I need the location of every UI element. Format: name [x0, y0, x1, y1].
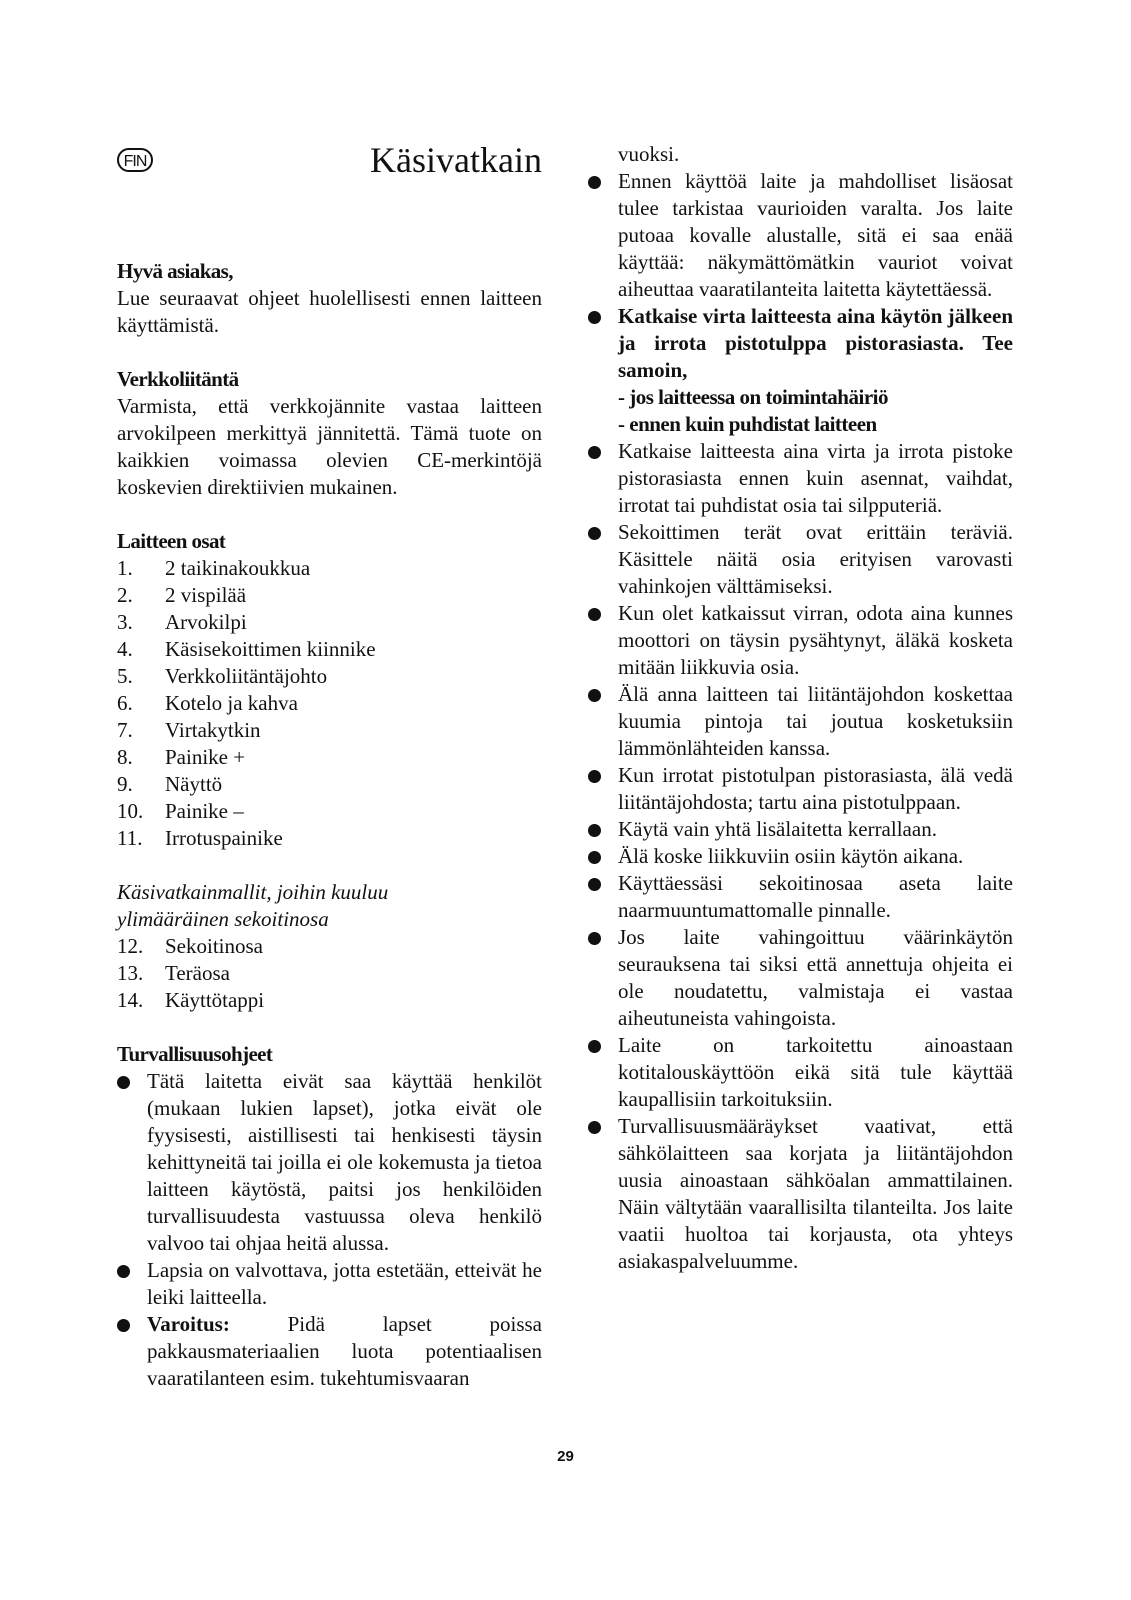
page-title: Käsivatkain: [370, 140, 542, 180]
bullet-icon: [588, 770, 601, 783]
item-label: Käyttötappi: [165, 988, 265, 1012]
bullet-icon: [588, 824, 601, 837]
bullet-icon: [588, 311, 601, 324]
subhead-line: ylimääräinen sekoitinosa: [117, 907, 329, 931]
item-label: Arvokilpi: [165, 610, 247, 634]
list-item: [588, 816, 1013, 843]
item-number: 8.: [117, 745, 133, 769]
item-label: Käsisekoittimen kiinnike: [165, 637, 376, 661]
list-item: [588, 1032, 1013, 1113]
item-number: 2.: [117, 583, 133, 607]
item-label: Näyttö: [165, 772, 223, 796]
item-number: 4.: [117, 637, 133, 661]
safety-section-title: Turvallisuusohjeet: [117, 1042, 273, 1066]
list-item: [117, 933, 542, 960]
right-column: [588, 141, 1013, 1275]
item-text: Älä koske liikkuviin osiin käytön aikana.: [618, 844, 964, 868]
item-label: Teräosa: [165, 961, 230, 985]
list-item: [588, 870, 1013, 924]
item-text: Lapsia on valvottava, jotta estetään, etteivät he leiki laitteella.: [147, 1258, 542, 1309]
item-text: Käyttäessäsi sekoitinosaa aseta laite naarmuuntumattomalle pinnalle.: [618, 871, 1013, 922]
safety-list-right-continued: [588, 438, 1013, 1275]
list-item: [117, 987, 542, 1014]
parts-section-title: Laitteen osat: [117, 529, 226, 553]
list-item: [117, 609, 542, 636]
list-item: [588, 924, 1013, 1032]
power-section-title: Verkkoliitäntä: [117, 367, 239, 391]
bullet-icon: [117, 1076, 130, 1089]
item-label: Painike +: [165, 745, 246, 769]
list-item: [588, 168, 1013, 303]
item-number: 9.: [117, 772, 133, 796]
bullet-icon: [117, 1265, 130, 1278]
bullet-icon: [588, 1040, 601, 1053]
item-text: Kun irrotat pistotulpan pistorasiasta, älä vedä liitäntäjohdosta; tartu aina pistotulppaan.: [618, 763, 1013, 814]
item-number: 7.: [117, 718, 133, 742]
bullet-icon: [588, 1121, 601, 1134]
page-number: 29: [557, 1448, 574, 1465]
item-number: 13.: [117, 961, 144, 985]
item-text: Käytä vain yhtä lisälaitetta kerrallaan.: [618, 817, 937, 841]
item-number: 3.: [117, 610, 133, 634]
list-item: [588, 303, 1013, 384]
item-text: Kun olet katkaissut virran, odota aina kunnes moottori on täysin pysähtynyt, äläkä kosketa mitään liikkuvia osia.: [618, 601, 1013, 679]
item-label: Irrotuspainike: [165, 826, 283, 850]
parts-list: [117, 555, 542, 852]
dash-item: - ennen kuin puhdistat laitteen: [618, 412, 877, 436]
bullet-icon: [588, 932, 601, 945]
item-text: Jos laite vahingoittuu väärinkäytön seurauksena tai siksi että annettuja ohjeita ei ole noudatettu, valmistaja ei vastaa aiheutuneista vahingoista.: [618, 925, 1013, 1030]
greeting-title: Hyvä asiakas,: [117, 259, 233, 283]
list-item: [117, 717, 542, 744]
item-label: 2 vispilää: [165, 583, 247, 607]
item-number: 12.: [117, 934, 144, 958]
warning-label: Varoitus:: [147, 1312, 230, 1336]
list-item: [117, 663, 542, 690]
list-item: [588, 519, 1013, 600]
list-item: [117, 555, 542, 582]
item-text: Ennen käyttöä laite ja mahdolliset lisäosat tulee tarkistaa vaurioiden varalta. Jos laite putoaa kovalle alustalle, sitä ei saa enää käyttää: näkymättömätkin vauriot voivat aiheuttaa vaaratilanteita laitetta käytettäessä.: [618, 169, 1013, 301]
item-number: 14.: [117, 988, 144, 1012]
list-item: [117, 582, 542, 609]
bullet-icon: [588, 446, 601, 459]
bullet-icon: [588, 878, 601, 891]
list-item: [117, 690, 542, 717]
subhead-line: Käsivatkainmallit, joihin kuuluu: [117, 880, 389, 904]
warning-continuation: vuoksi.: [618, 142, 680, 166]
left-column: [117, 140, 542, 1392]
list-item: [117, 798, 542, 825]
bullet-icon: [588, 689, 601, 702]
list-item: [117, 771, 542, 798]
item-number: 1.: [117, 556, 133, 580]
list-item: [117, 960, 542, 987]
item-text: Katkaise laitteesta aina virta ja irrota pistoke pistorasiasta ennen kuin asennat, vaihdat, irrotat tai puhdistat osia tai silpputeriä.: [618, 439, 1013, 517]
item-label: Kotelo ja kahva: [165, 691, 298, 715]
list-item: [117, 1257, 542, 1311]
item-text: Tätä laitetta eivät saa käyttää henkilöt (mukaan lukien lapset), jotka eivät ole fyysisesti, aistillisesti tai henkisesti täysin kehittyneitä tai joilla ei ole kokemusta ja tietoa laitteen käytöstä, paitsi jos henkilöiden turvallisuudesta vastuussa oleva henkilö valvoo tai ohjaa heitä alussa.: [147, 1069, 542, 1255]
list-item: [117, 636, 542, 663]
bullet-icon: [588, 527, 601, 540]
item-text-bold: Katkaise virta laitteesta aina käytön jälkeen ja irrota pistotulppa pistorasiasta. Tee samoin,: [618, 304, 1013, 382]
list-item: [117, 825, 542, 852]
bullet-icon: [588, 608, 601, 621]
list-item: [117, 1311, 542, 1392]
item-label: 2 taikinakoukkua: [165, 556, 311, 580]
item-number: 11.: [117, 826, 143, 850]
list-item: [117, 1068, 542, 1257]
greeting-text: Lue seuraavat ohjeet huolellisesti ennen laitteen käyttämistä.: [117, 286, 542, 337]
dash-item: - jos laitteessa on toimintahäiriö: [618, 385, 888, 409]
safety-list-left: [117, 1068, 542, 1392]
list-item: [588, 762, 1013, 816]
safety-list-right: [588, 168, 1013, 384]
item-text: Laite on tarkoitettu ainoastaan kotitalouskäyttöön eikä sitä tule käyttää kaupallisiin tarkoituksiin.: [618, 1033, 1013, 1111]
optional-parts-list: [117, 933, 542, 1014]
item-label: Sekoitinosa: [165, 934, 263, 958]
list-item: [588, 843, 1013, 870]
list-item: [588, 600, 1013, 681]
item-text: Älä anna laitteen tai liitäntäjohdon koskettaa kuumia pintoja tai joutua kosketuksiin lämmönlähteiden kanssa.: [618, 682, 1013, 760]
item-number: 5.: [117, 664, 133, 688]
bullet-icon: [117, 1319, 130, 1332]
item-number: 10.: [117, 799, 144, 823]
list-item: [588, 1113, 1013, 1275]
language-badge: FIN: [117, 148, 153, 172]
bullet-icon: [588, 851, 601, 864]
item-label: Virtakytkin: [165, 718, 261, 742]
item-label: Painike –: [165, 799, 244, 823]
item-text: Sekoittimen terät ovat erittäin teräviä. Käsittele näitä osia erityisen varovasti vahinkojen välttämiseksi.: [618, 520, 1013, 598]
item-text: Turvallisuusmääräykset vaativat, että sähkölaitteen saa korjata ja liitäntäjohdon uusia ainoastaan sähköalan ammattilainen. Näin vältytään vaarallisilta tilanteilta. Jos laite vaatii huoltoa tai korjausta, ota yhteys asiakaspalveluumme.: [618, 1114, 1013, 1273]
power-section-text: Varmista, että verkkojännite vastaa laitteen arvokilpeen merkittyä jännitettä. Tämä tuote on kaikkien voimassa olevien CE-merkintöjä koskevien direktiivien mukainen.: [117, 394, 542, 499]
list-item: [588, 681, 1013, 762]
page-header: [117, 140, 542, 200]
item-label: Verkkoliitäntäjohto: [165, 664, 328, 688]
bullet-icon: [588, 176, 601, 189]
warning-text: Pidä lapset poissa pakkausmateriaalien luota potentiaalisen vaaratilanteen esim. tukehtumisvaaran: [147, 1312, 542, 1390]
list-item: [588, 438, 1013, 519]
item-number: 6.: [117, 691, 133, 715]
optional-parts-subhead: [117, 879, 542, 933]
list-item: [117, 744, 542, 771]
